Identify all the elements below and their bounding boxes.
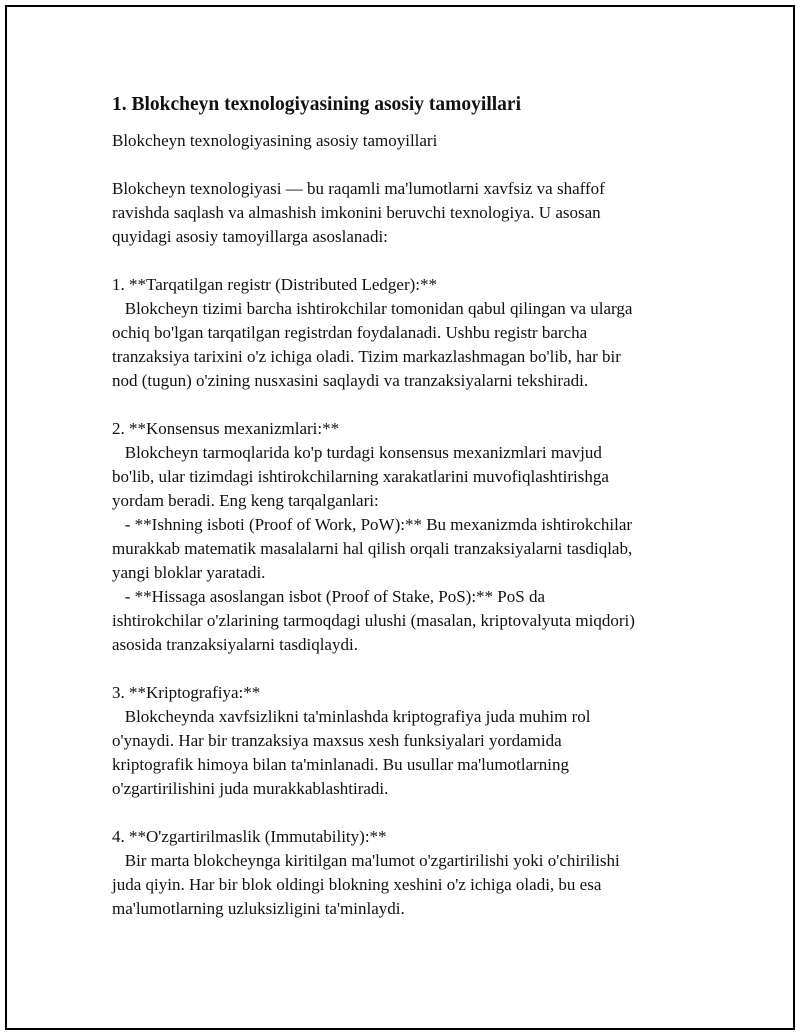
text-line (112, 153, 702, 177)
text-line: nod (tugun) o'zining nusxasini saqlaydi va tranzaksiyalarni tekshiradi. (112, 371, 589, 390)
text-line: o'zgartirilishini juda murakkablashtiradi. (112, 779, 389, 798)
text-line: 3. **Kriptografiya:** (112, 683, 261, 702)
text-line: quyidagi asosiy tamoyillarga asoslanadi: (112, 227, 388, 246)
text-line: Blokcheyn tarmoqlarida ko'p turdagi konsensus mexanizmlari mavjud (112, 443, 602, 462)
text-line: ishtirokchilar o'zlarining tarmoqdagi ulushi (masalan, kriptovalyuta miqdori) (112, 611, 635, 630)
text-line: ma'lumotlarning uzluksizligini ta'minlaydi. (112, 899, 405, 918)
text-line: ochiq bo'lgan tarqatilgan registrdan foydalanadi. Ushbu registr barcha (112, 323, 588, 342)
document-title: 1. Blokcheyn texnologiyasining asosiy tamoyillari (112, 94, 521, 115)
text-line: Blokcheyn texnologiyasining asosiy tamoyillari (112, 131, 438, 150)
text-line: Blokcheyn texnologiyasi — bu raqamli ma'lumotlarni xavfsiz va shaffof (112, 179, 605, 198)
text-line: 1. **Tarqatilgan registr (Distributed Ledger):** (112, 275, 438, 294)
text-line: tranzaksiya tarixini o'z ichiga oladi. Tizim markazlashmagan bo'lib, har bir (112, 347, 621, 366)
text-line: yordam beradi. Eng keng tarqalganlari: (112, 491, 379, 510)
text-line: juda qiyin. Har bir blok oldingi blokning xeshini o'z ichiga oladi, bu esa (112, 875, 602, 894)
text-line: Blokcheyn tizimi barcha ishtirokchilar tomonidan qabul qilingan va ularga (112, 299, 633, 318)
text-line: Blokcheynda xavfsizlikni ta'minlashda kriptografiya juda muhim rol (112, 707, 591, 726)
document-body (112, 93, 702, 921)
text-line: o'ynaydi. Har bir tranzaksiya maxsus xesh funksiyalari yordamida (112, 731, 562, 750)
text-line: kriptografik himoya bilan ta'minlanadi. Bu usullar ma'lumotlarning (112, 755, 570, 774)
text-line: murakkab matematik masalalarni hal qilish orqali tranzaksiyalarni tasdiqlab, (112, 539, 633, 558)
text-line: - **Ishning isboti (Proof of Work, PoW):** Bu mexanizmda ishtirokchilar (112, 515, 633, 534)
text-line (112, 393, 702, 417)
text-line (112, 801, 702, 825)
text-line: 4. **O'zgartirilmaslik (Immutability):** (112, 827, 387, 846)
document-text (112, 129, 702, 921)
text-line: bo'lib, ular tizimdagi ishtirokchilarning xarakatlarini muvofiqlashtirishga (112, 467, 609, 486)
text-line: asosida tranzaksiyalarni tasdiqlaydi. (112, 635, 358, 654)
text-line: - **Hissaga asoslangan isbot (Proof of Stake, PoS):** PoS da (112, 587, 546, 606)
text-line: ravishda saqlash va almashish imkonini beruvchi texnologiya. U asosan (112, 203, 601, 222)
text-line: Bir marta blokcheynga kiritilgan ma'lumot o'zgartirilishi yoki o'chirilishi (112, 851, 620, 870)
text-line: yangi bloklar yaratadi. (112, 563, 266, 582)
text-line (112, 249, 702, 273)
text-line: 2. **Konsensus mexanizmlari:** (112, 419, 340, 438)
text-line (112, 657, 702, 681)
